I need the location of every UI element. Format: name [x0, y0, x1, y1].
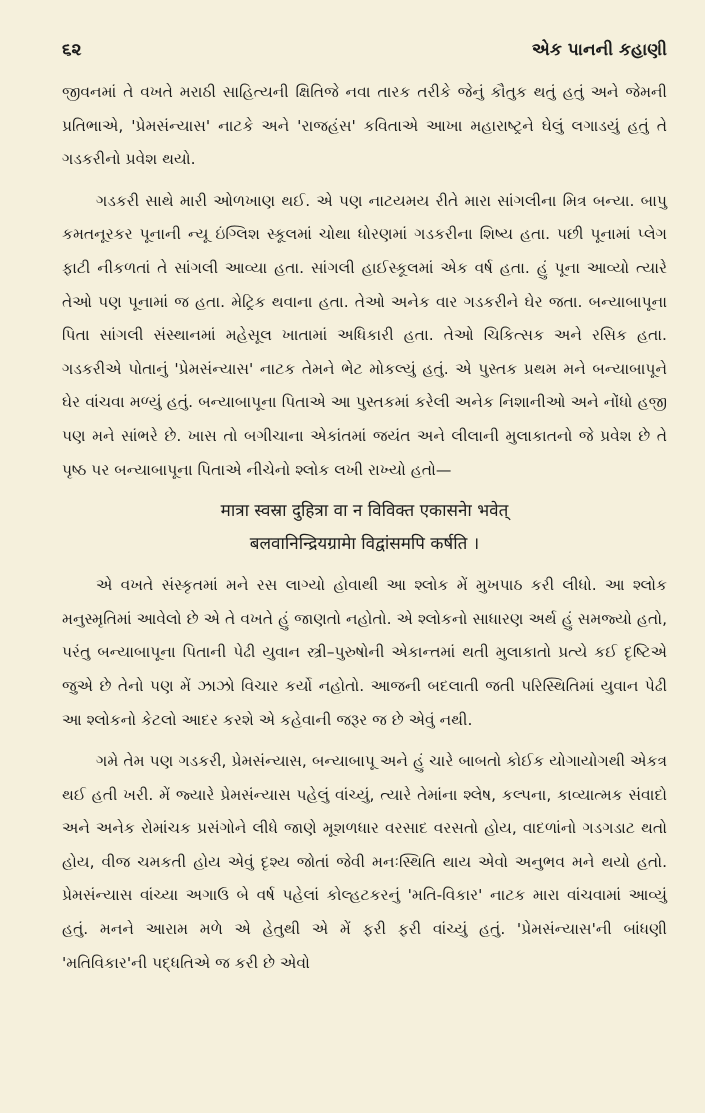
page-number: ૬૨ [62, 40, 82, 60]
verse-line-2: बलवानिन्द्रियग्रामेा विद्वांसमपि कर्षति । [249, 534, 480, 555]
paragraph-2: ગડકરી સાથે મારી ઓળખાણ થઈ. એ પણ નાટયમય રીતે મારા સાંગલીના મિત્ર બન્યા. બાપુ કમતનૂરકર પૂનાની ન્યૂ ઇંગ્લિશ સ્કૂલમાં ચોથા ધોરણમાં ગડકરીના શિષ્ય હતા. પછી પૂનામાં પ્લેગ ફાટી નીકળતાં તે સાંગલી આવ્યા હતા. સાંગલી હાઈસ્કૂલમાં એક વર્ષ હતા. હું પૂના આવ્યો ત્યારે તેઓ પણ પૂનામાં જ હતા. મેટ્રિક થવાના હતા. તેઓ અનેક વાર ગડકરીને ઘેર જતા. બન્યાબાપૂના પિતા સાંગલી સંસ્થાનમાં મહેસૂલ ખાતામાં અધિકારી હતા. તેઓ ચિકિત્સક અને રસિક હતા. ગડકરીએ પોતાનું 'પ્રેમસંન્યાસ' નાટક તેમને ભેટ મોકલ્યું હતું. એ પુસ્તક પ્રથમ મને બન્યાબાપૂને ઘેર વાંચવા મળ્યું હતું. બન્યાબાપૂના પિતાએ આ પુસ્તકમાં કરેલી અનેક નિશાનીઓ અને નોંધો હજી પણ મને સાંભરે છે. ખાસ તો બગીચાના એકાંતમાં જયંત અને લીલાની મુલાકાતનો જે પ્રવેશ છે તે પૃષ્ઠ પર બન્યાબાપૂના પિતાએ નીચેનો શ્લોક લખી રાખ્યો હતો— [62, 191, 667, 479]
sanskrit-verse [62, 495, 667, 561]
paragraph-4: ગમે તેમ પણ ગડકરી, પ્રેમસંન્યાસ, બન્યાબાપૂ અને હું ચારે બાબતો કોઈક યોગાયોગથી એકત્ર થઈ હતી ખરી. મેં જ્યારે પ્રેમસંન્યાસ પહેલું વાંચ્યું, ત્યારે તેમાંના શ્લેષ, કલ્પના, કાવ્યાત્મક સંવાદો અને અનેક રોમાંચક પ્રસંગોને લીધે જાણે મૂશળધાર વરસાદ વરસતો હોય, વાદળાંનો ગડગડાટ થતો હોય, વીજ ચમકતી હોય એવું દૃશ્ય જોતાં જેવી મનઃસ્થિતિ થાય એવો અનુભવ મને થયો હતો. પ્રેમસંન્યાસ વાંચ્યા અગાઉ બે વર્ષ પહેલાં કોલ્હટકરનું 'મતિ-વિકાર' નાટક મારા વાંચવામાં આવ્યું હતું. મનને આરામ મળે એ હેતુથી એ મેં ફરી ફરી વાંચ્યું હતું. 'પ્રેમસંન્યાસ'ની બાંધણી 'મતિવિકાર'ની પદ્ધતિએ જ કરી છે એવો [62, 752, 667, 972]
paragraph-3: એ વખતે સંસ્કૃતમાં મને રસ લાગ્યો હોવાથી આ શ્લોક મેં મુખપાઠ કરી લીધો. આ શ્લોક મનુસ્મૃતિમાં આવેલો છે એ તે વખતે હું જાણતો નહોતો. એ શ્લોકનો સાધારણ અર્થ હું સમજ્યો હતો, પરંતુ બન્યાબાપૂના પિતાની પેઢી યુવાન સ્ત્રી–પુરુષોની એકાન્તમાં થતી મુલાકાતો પ્રત્યે કઈ દૃષ્ટિએ જુએ છે તેનો પણ મેં ઝાઝો વિચાર કર્યો નહોતો. આજની બદલાતી જતી પરિસ્થિતિમાં યુવાન પેઢી આ શ્લોકનો કેટલો આદર કરશે એ કહેવાની જરૂર જ છે એવું નથી. [62, 576, 667, 729]
running-title: એક પાનની કહાણી [531, 40, 667, 60]
page-header [62, 40, 667, 76]
verse-line-1: मात्रा स्वस्रा दुहित्रा वा न विविक्त एकासनेा भवेत् [220, 501, 509, 522]
paragraph-1: જીવનમાં તે વખતે મરાઠી સાહિત્યની ક્ષિતિજે નવા તારક તરીકે જેનું કૌતુક થતું હતું અને જેમની પ્રતિભાએ, 'પ્રેમસંન્યાસ' નાટકે અને 'રાજહંસ' કવિતાએ આખા મહારાષ્ટ્રને ઘેલું લગાડયું હતું તે ગડકરીનો પ્રવેશ થયો. [62, 83, 667, 169]
